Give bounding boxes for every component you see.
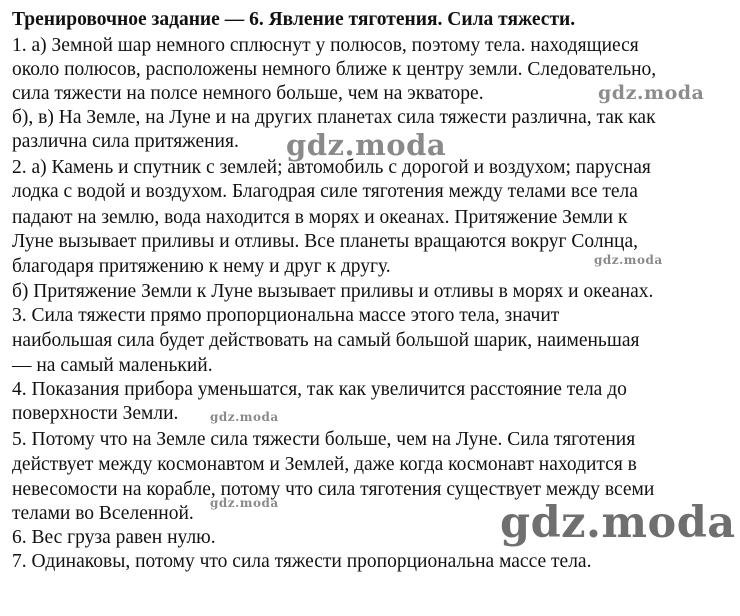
text-line: Луне вызывает приливы и отливы. Все планеты вращаются вокруг Солнца, xyxy=(12,231,638,252)
text-line: 5. Потому что на Земле сила тяжести больше, чем на Луне. Сила тяготения xyxy=(12,429,636,450)
document-title: Тренировочное задание — 6. Явление тяготения. Сила тяжести. xyxy=(12,9,576,30)
watermark: gdz.moda xyxy=(210,410,279,424)
text-line: 1. а) Земной шар немного сплюснут у полюсов, поэтому тела. находящиеся xyxy=(12,35,639,56)
text-line: б), в) На Земле, на Луне и на других планетах сила тяжести различна, так как xyxy=(12,107,656,128)
text-line: лодка с водой и воздухом. Благодрая силе тяготения между телами все тела xyxy=(12,181,638,202)
watermark: gdz.moda xyxy=(286,128,447,162)
text-line: 2. а) Камень и спутник с землей; автомобиль с дорогой и воздухом; парусная xyxy=(12,157,651,178)
watermark: gdz.moda xyxy=(598,82,705,104)
text-line: различна сила притяжения. xyxy=(12,131,239,152)
text-line: падают на землю, вода находится в морях и океанах. Притяжение Земли к xyxy=(12,207,628,228)
text-line: 7. Одинаковы, потому что сила тяжести пропорциональна массе тела. xyxy=(12,551,592,572)
text-line: около полюсов, расположены немного ближе к центру земли. Следовательно, xyxy=(12,59,657,80)
text-line: — на самый маленький. xyxy=(12,355,213,376)
text-line: 3. Сила тяжести прямо пропорциональна массе этого тела, значит xyxy=(12,305,560,326)
watermark: gdz.moda xyxy=(594,253,663,267)
text-line: невесомости на корабле, потому что сила тяготения существует между всеми xyxy=(12,479,655,500)
text-line: наибольшая сила будет действовать на самый большой шарик, наименьшая xyxy=(12,330,640,351)
text-line: действует между космонавтом и Землей, даже когда космонавт находится в xyxy=(12,454,637,475)
text-line: б) Притяжение Земли к Луне вызывает приливы и отливы в морях и океанах. xyxy=(12,281,654,302)
text-line: сила тяжести на полсе немного больше, чем на экваторе. xyxy=(12,83,484,104)
text-line: поверхности Земли. xyxy=(12,403,179,424)
watermark: gdz.moda xyxy=(500,498,736,548)
text-line: 4. Показания прибора уменьшатся, так как увеличится расстояние тела до xyxy=(12,379,627,400)
text-line: телами во Вселенной. xyxy=(12,503,194,524)
watermark: gdz.moda xyxy=(210,496,279,510)
text-line: 6. Вес груза равен нулю. xyxy=(12,527,216,548)
text-line: благодаря притяжению к нему и друг к другу. xyxy=(12,256,391,277)
